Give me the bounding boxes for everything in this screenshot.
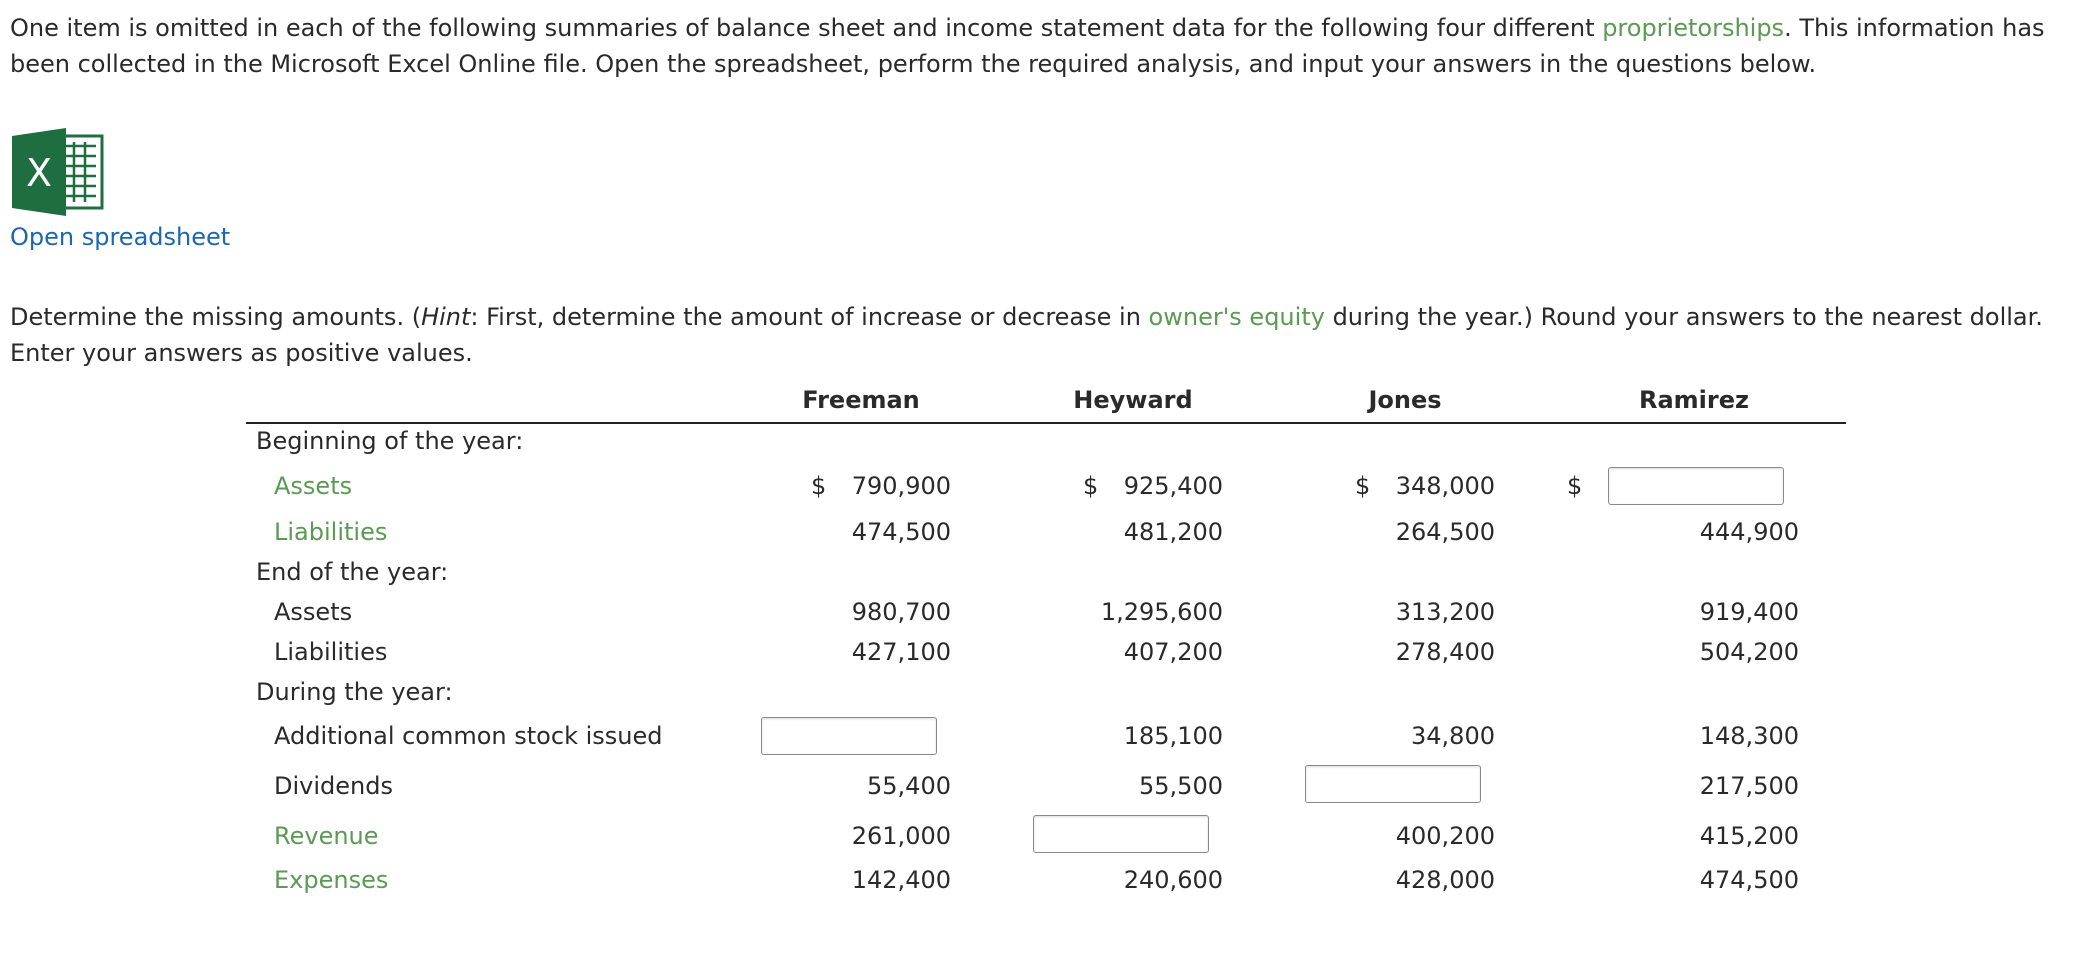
instr-hint: Hint xyxy=(421,303,471,331)
heyward-beginning-assets: 925,400 xyxy=(1123,472,1223,500)
heyward-expenses: 240,600 xyxy=(1123,866,1223,894)
ramirez-end-assets: 919,400 xyxy=(1699,598,1799,626)
dollar-sign-heyward: $ xyxy=(1083,472,1099,500)
instr-part2: : First, determine the amount of increase or decrease in xyxy=(470,303,1149,331)
jones-expenses: 428,000 xyxy=(1395,866,1495,894)
term-owners-equity[interactable]: owner's equity xyxy=(1148,303,1325,331)
column-header-heyward: Heyward xyxy=(1073,386,1193,414)
header-rule xyxy=(246,422,1846,424)
ramirez-beginning-liabilities: 444,900 xyxy=(1699,518,1799,546)
row-label-end-liabilities: Liabilities xyxy=(274,638,388,666)
section-during-year: During the year: xyxy=(256,678,453,706)
freeman-expenses: 142,400 xyxy=(851,866,951,894)
heyward-dividends: 55,500 xyxy=(1139,772,1223,800)
row-label-expenses[interactable]: Expenses xyxy=(274,866,389,894)
dollar-sign-ramirez: $ xyxy=(1567,472,1583,500)
freeman-revenue: 261,000 xyxy=(851,822,951,850)
row-label-end-assets: Assets xyxy=(274,598,353,626)
instructions-text xyxy=(10,299,2070,371)
ramirez-revenue: 415,200 xyxy=(1699,822,1799,850)
excel-icon-letter: X xyxy=(25,151,53,195)
column-header-ramirez: Ramirez xyxy=(1639,386,1749,414)
missing-amounts-table xyxy=(246,380,1846,920)
heyward-end-assets: 1,295,600 xyxy=(1100,598,1223,626)
heyward-additional-stock: 185,100 xyxy=(1123,722,1223,750)
intro-part1: One item is omitted in each of the following summaries of balance sheet and income statement data for the following four different xyxy=(10,14,1603,42)
heyward-revenue-input[interactable] xyxy=(1033,815,1209,853)
jones-end-liabilities: 278,400 xyxy=(1395,638,1495,666)
column-header-jones: Jones xyxy=(1368,386,1442,414)
instr-part3: during the year.) Round your answers to the nearest dollar. Enter your answers as positive values. xyxy=(10,303,2043,367)
jones-end-assets: 313,200 xyxy=(1395,598,1495,626)
instr-part1: Determine the missing amounts. ( xyxy=(10,303,422,331)
excel-icon[interactable] xyxy=(12,128,104,216)
row-label-revenue[interactable]: Revenue xyxy=(274,822,379,850)
row-label-beginning-liabilities[interactable]: Liabilities xyxy=(274,518,388,546)
jones-beginning-assets: 348,000 xyxy=(1395,472,1495,500)
ramirez-additional-stock: 148,300 xyxy=(1699,722,1799,750)
jones-beginning-liabilities: 264,500 xyxy=(1395,518,1495,546)
column-header-freeman: Freeman xyxy=(802,386,920,414)
open-spreadsheet-link[interactable]: Open spreadsheet xyxy=(10,223,231,251)
jones-revenue: 400,200 xyxy=(1395,822,1495,850)
jones-dividends-input[interactable] xyxy=(1305,765,1481,803)
row-label-beginning-assets[interactable]: Assets xyxy=(274,472,353,500)
freeman-end-assets: 980,700 xyxy=(851,598,951,626)
heyward-beginning-liabilities: 481,200 xyxy=(1123,518,1223,546)
freeman-beginning-assets: 790,900 xyxy=(851,472,951,500)
term-proprietorships[interactable]: proprietorships xyxy=(1602,14,1785,42)
freeman-end-liabilities: 427,100 xyxy=(851,638,951,666)
section-beginning-of-year: Beginning of the year: xyxy=(256,427,524,455)
row-label-additional-stock: Additional common stock issued xyxy=(274,722,663,750)
ramirez-expenses: 474,500 xyxy=(1699,866,1799,894)
dollar-sign-jones: $ xyxy=(1355,472,1371,500)
ramirez-beginning-assets-input[interactable] xyxy=(1608,467,1784,505)
freeman-beginning-liabilities: 474,500 xyxy=(851,518,951,546)
row-label-dividends: Dividends xyxy=(274,772,393,800)
jones-additional-stock: 34,800 xyxy=(1411,722,1495,750)
intro-part2: . This information has been collected in the Microsoft Excel Online file. Open the spreadsheet, perform the required analysis, and input your answers in the questions below. xyxy=(10,14,2045,78)
section-end-of-year: End of the year: xyxy=(256,558,449,586)
freeman-dividends: 55,400 xyxy=(867,772,951,800)
dollar-sign-freeman: $ xyxy=(811,472,827,500)
freeman-additional-stock-input[interactable] xyxy=(761,717,937,755)
ramirez-end-liabilities: 504,200 xyxy=(1699,638,1799,666)
intro-text xyxy=(10,10,2070,82)
ramirez-dividends: 217,500 xyxy=(1699,772,1799,800)
heyward-end-liabilities: 407,200 xyxy=(1123,638,1223,666)
